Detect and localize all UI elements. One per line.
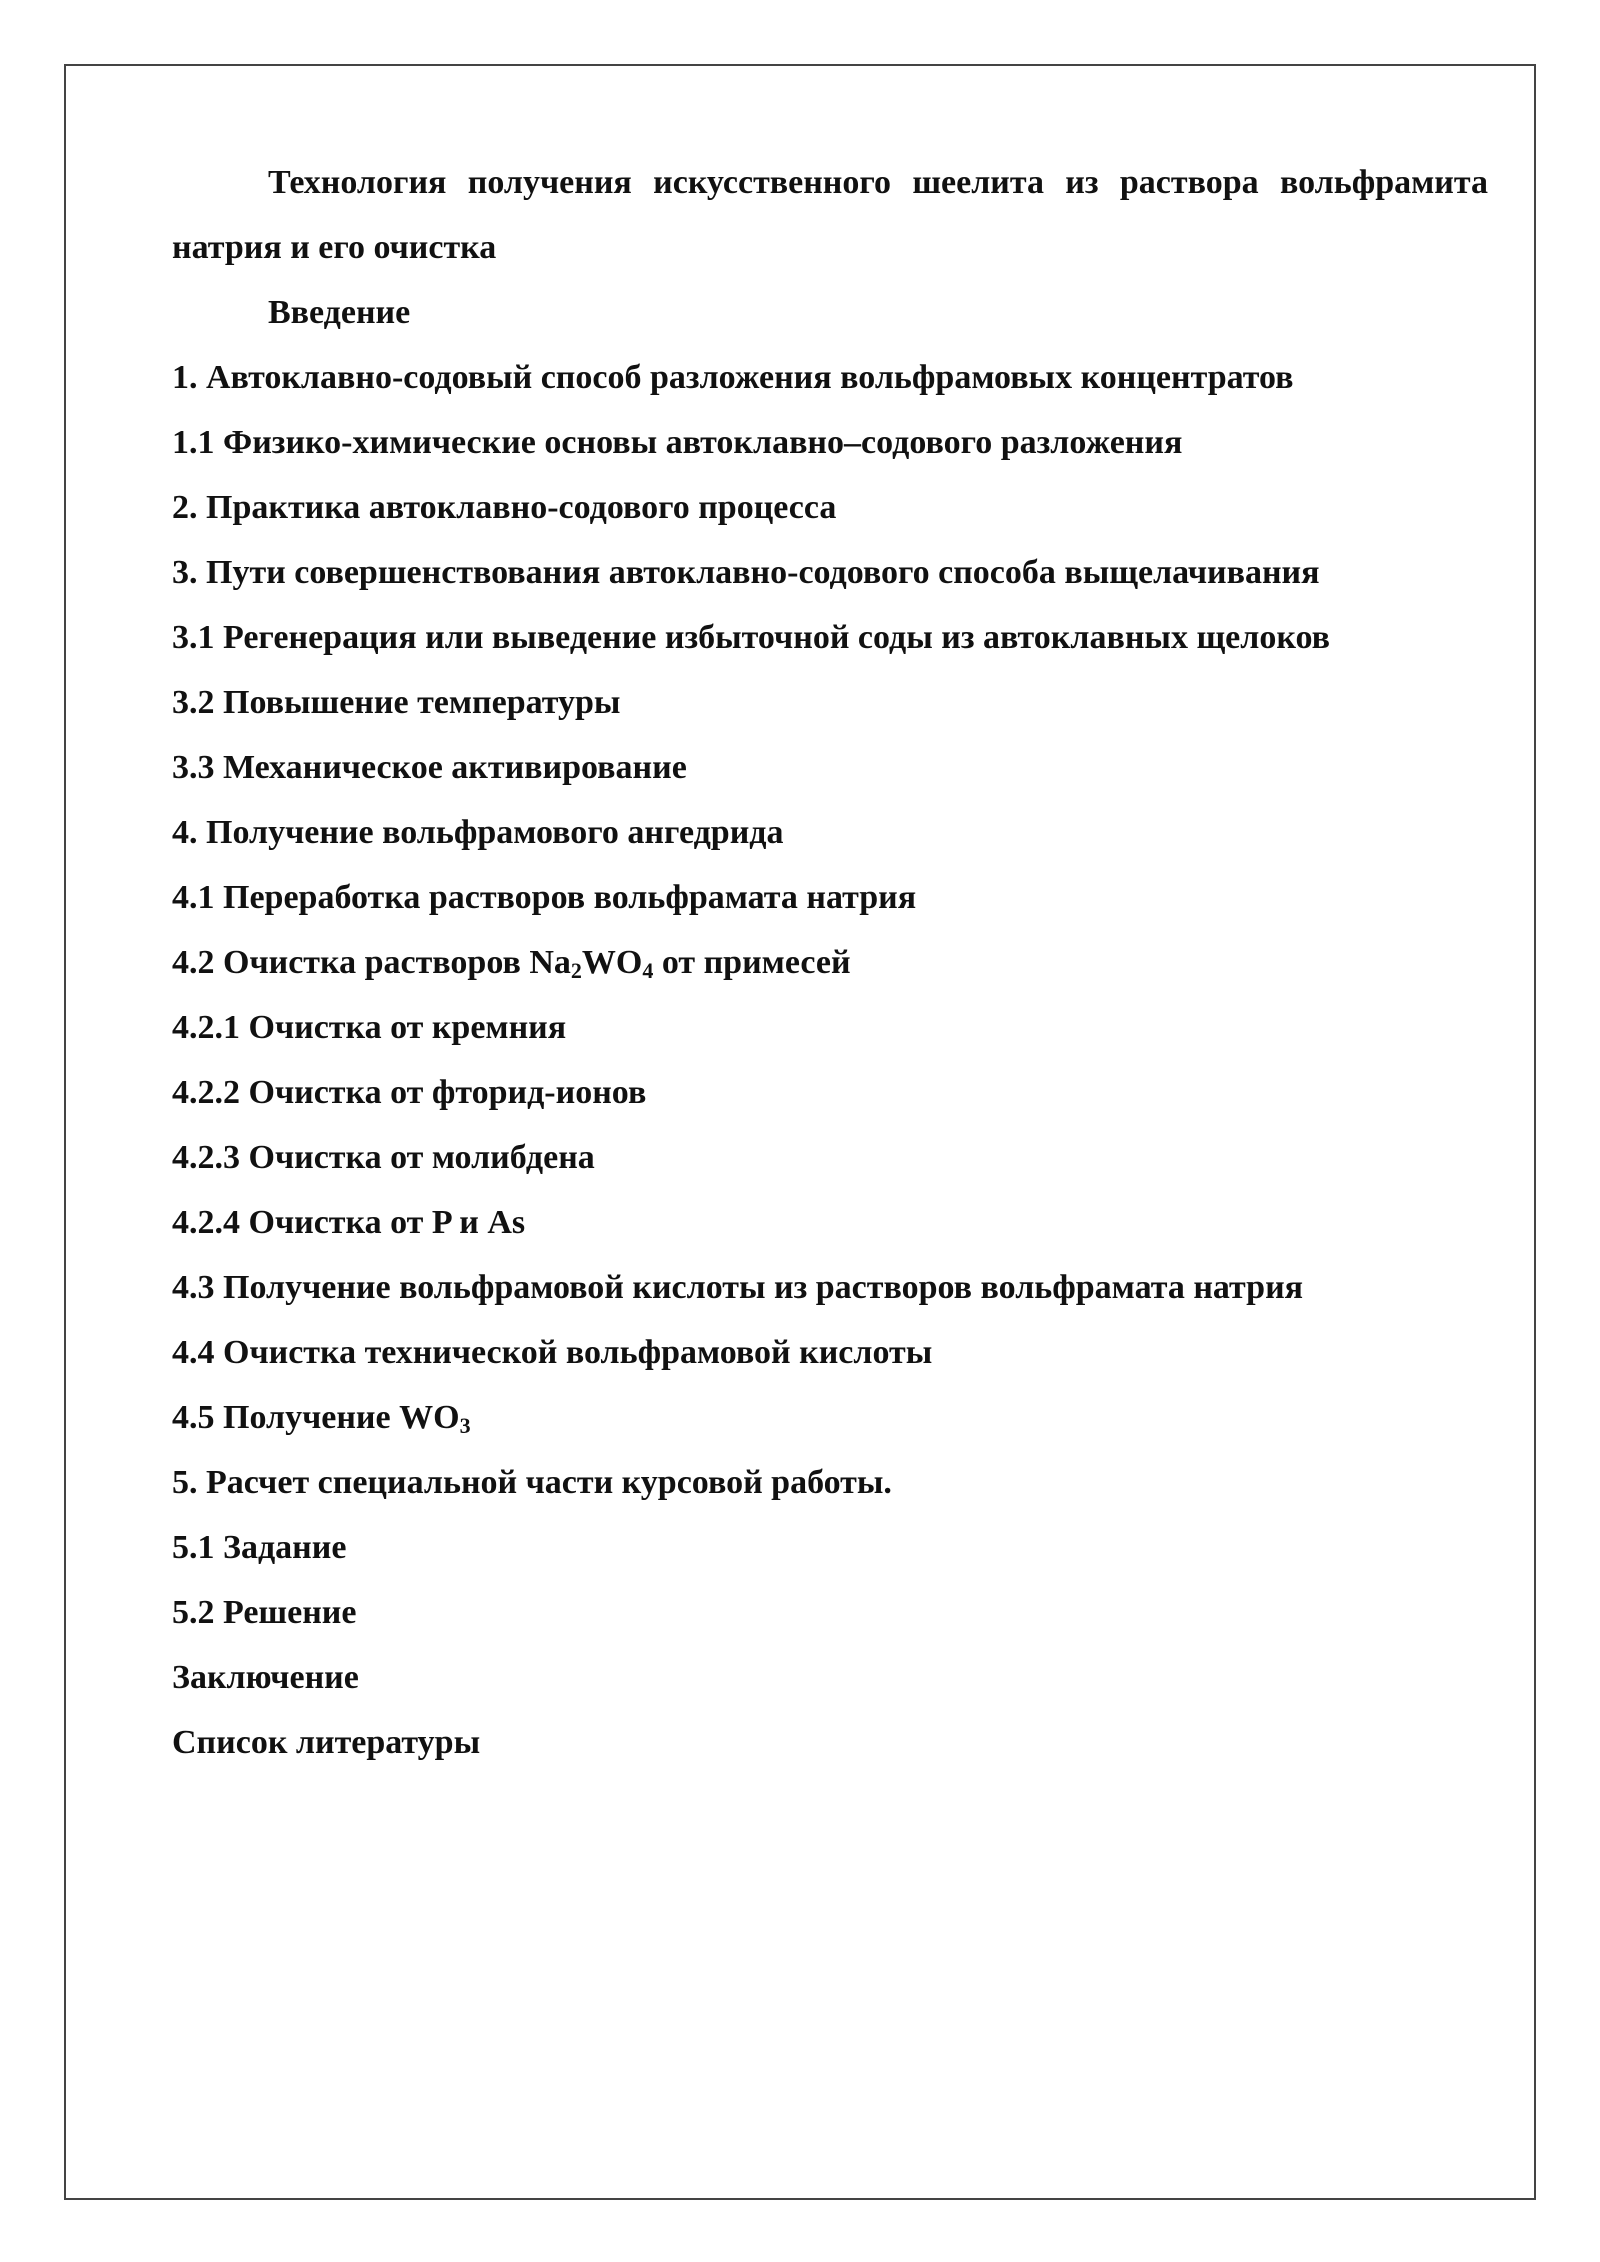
toc-item: 5.2 Решение: [172, 1594, 357, 1631]
toc-item: 4.1 Переработка растворов вольфрамата натрия: [172, 879, 917, 916]
toc-item: 1.1 Физико-химические основы автоклавно–содового разложения: [172, 424, 1183, 461]
toc-item: 1. Автоклавно-содовый способ разложения вольфрамовых концентратов: [172, 359, 1294, 396]
toc-item: 3.2 Повышение температуры: [172, 684, 621, 721]
subscript-text: 4: [642, 958, 654, 983]
toc-item-text: 4.2 Очистка растворов Na: [172, 944, 571, 981]
table-of-contents: [172, 280, 1488, 1775]
toc-item-text: 4.5 Получение WO: [172, 1399, 460, 1436]
toc-item: 4.2.2 Очистка от фторид-ионов: [172, 1074, 647, 1111]
toc-item: Заключение: [172, 1659, 359, 1696]
toc-item: 5. Расчет специальной части курсовой работы.: [172, 1464, 892, 1501]
toc-item: 3.3 Механическое активирование: [172, 749, 687, 786]
toc-item: 3.1 Регенерация или выведение избыточной соды из автоклавных щелоков: [172, 619, 1330, 656]
toc-item: Список литературы: [172, 1724, 481, 1761]
subscript-text: 2: [570, 958, 582, 983]
subscript-text: 3: [459, 1413, 471, 1438]
document-title: Технология получения искусственного шеелита из раствора вольфрамита натрия и его очистка: [172, 164, 1488, 266]
toc-item: 4.3 Получение вольфрамовой кислоты из растворов вольфрамата натрия: [172, 1269, 1304, 1306]
toc-item: 4.2.1 Очистка от кремния: [172, 1009, 567, 1046]
toc-item: 5.1 Задание: [172, 1529, 347, 1566]
toc-item: 4. Получение вольфрамового ангедрида: [172, 814, 784, 851]
toc-item: [172, 1385, 1488, 1450]
page-content: [172, 150, 1488, 1775]
toc-item: Введение: [268, 294, 411, 331]
toc-item-text: WO: [581, 944, 643, 981]
toc-item: 4.2.3 Очистка от молибдена: [172, 1139, 595, 1176]
toc-item-text: от примесей: [653, 944, 851, 981]
toc-item: 4.2.4 Очистка от P и As: [172, 1204, 526, 1241]
toc-item: 4.4 Очистка технической вольфрамовой кислоты: [172, 1334, 933, 1371]
toc-item: 2. Практика автоклавно-содового процесса: [172, 489, 837, 526]
toc-item: 3. Пути совершенствования автоклавно-содового способа выщелачивания: [172, 554, 1320, 591]
toc-item: [172, 930, 1488, 995]
